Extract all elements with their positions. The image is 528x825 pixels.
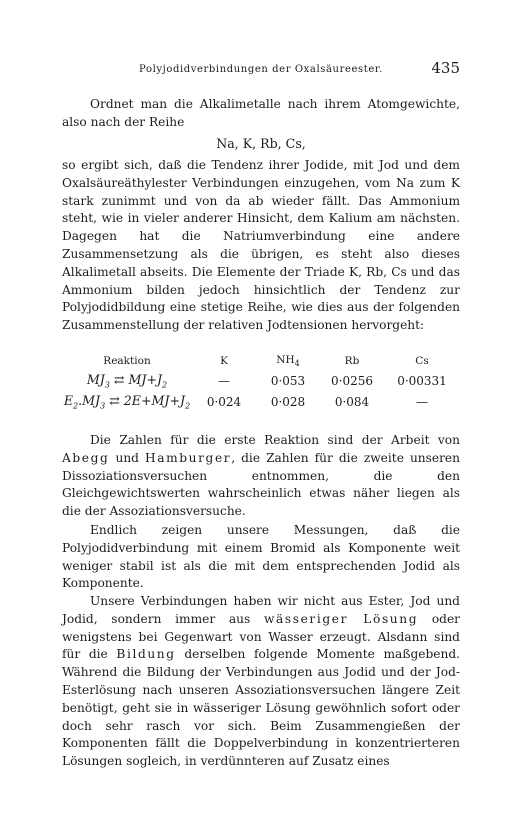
header-nh4: $NH_4$ [276,353,300,369]
table-cell-rb: 0·084 [334,394,370,409]
table-cell-k: — [218,373,230,388]
alkali-series: Na, K, Rb, Cs, [216,135,306,151]
tension-table-block [62,352,460,412]
page-number: 435 [431,59,460,77]
table-cell-rb: 0·0256 [331,373,373,388]
emphasis-bildung: Bildung [116,647,176,662]
table-row [62,391,460,412]
header-rb: Rb [344,355,360,367]
intro-section [62,96,460,153]
header-cs: Cs [415,355,429,367]
author-name-abegg: Abegg [62,450,110,465]
paragraph-4-text: Unsere Verbindungen haben wir nicht aus Ester, Jod und Jodid, sondern immer aus wässeriger Lösung oder wenigstens bei Gegenwart von Wasser erzeugt. Alsdann sind für die Bildung derselben folgende Momente maßgebend. Während die Bildung der Verbindungen aus Jodid und der Jod-Esterlösung nach unseren Assoziationsversuchen längere Zeit benötigt, geht sie in wässeriger Lösung gewöhnlich sofort oder doch sehr rasch vor sich. Beim Zusammengießen der Komponenten fällt die Doppelverbindung in konzentrierteren Lösungen sogleich, in verdünnteren auf Zusatz eines [62,594,461,769]
running-title: Polyjodidverbindungen der Oxalsäureester. [139,64,383,75]
intro-text: Ordnet man die Alkalimetalle nach ihrem Atomgewichte, also nach der Reihe [62,97,460,129]
table-header-row [62,352,460,370]
paragraph-1 [62,157,460,335]
table-cell-nh4: 0·028 [270,394,306,409]
table-cell-k: 0·024 [206,394,242,409]
table-cell-cs: 0·00331 [397,373,447,388]
paragraph-1-text: so ergibt sich, daß die Tendenz ihrer Jodide, mit Jod und dem Oxalsäureäthylester Verbindungen einzugehen, vom Na zum K stark zunimmt und von da ab wieder fällt. Das Ammonium steht, wie in vieler anderer Hinsicht, dem Kalium am nächsten. Dagegen hat die Natriumverbindung eine andere Zusammensetzung als die übrigen, es steht also dieses Alkalimetall abseits. Die Elemente der Triade K, Rb, Cs und das Ammonium bilden jedoch hinsichtlich der Tendenz zur Polyjodidbildung eine stetige Reihe, wie dies aus der folgenden Zusammenstellung der relativen Jodtensionen hervorgeht: [62,158,460,333]
emphasis-waesseriger-loesung: wässeriger Lösung [264,611,419,626]
header-k: K [220,355,228,367]
tension-table [62,352,460,412]
paragraph-3 [62,522,460,593]
paragraph-2-text: Die Zahlen für die erste Reaktion sind der Arbeit von Abegg und Hamburger, die Zahlen für die zweite unseren Dissoziationsversuchen entnommen, die den Gleichgewichtswerten wahrscheinlich etwas näher liegen als die der Assoziationsversuche. [62,433,460,519]
paragraph-2 [62,432,460,521]
paragraph-3-text: Endlich zeigen unsere Messungen, daß die Polyjodidverbindung mit einem Bromid als Komponente weit weniger stabil ist als die mit dem entsprechenden Jodid als Komponente. [62,523,460,591]
reaction-formula: $E_2.MJ_3$ ⇄ $2E+MJ+J_2$ [63,392,191,411]
header-reaction: Reaktion [103,355,151,367]
table-cell-nh4: 0·053 [270,373,306,388]
author-name-hamburger: Hamburger [145,450,232,465]
page-header [62,58,460,80]
table-row [62,370,460,391]
table-cell-cs: — [416,394,428,409]
reaction-formula: $MJ_3$ ⇄ $MJ+J_2$ [86,371,168,390]
paragraph-4 [62,593,460,771]
